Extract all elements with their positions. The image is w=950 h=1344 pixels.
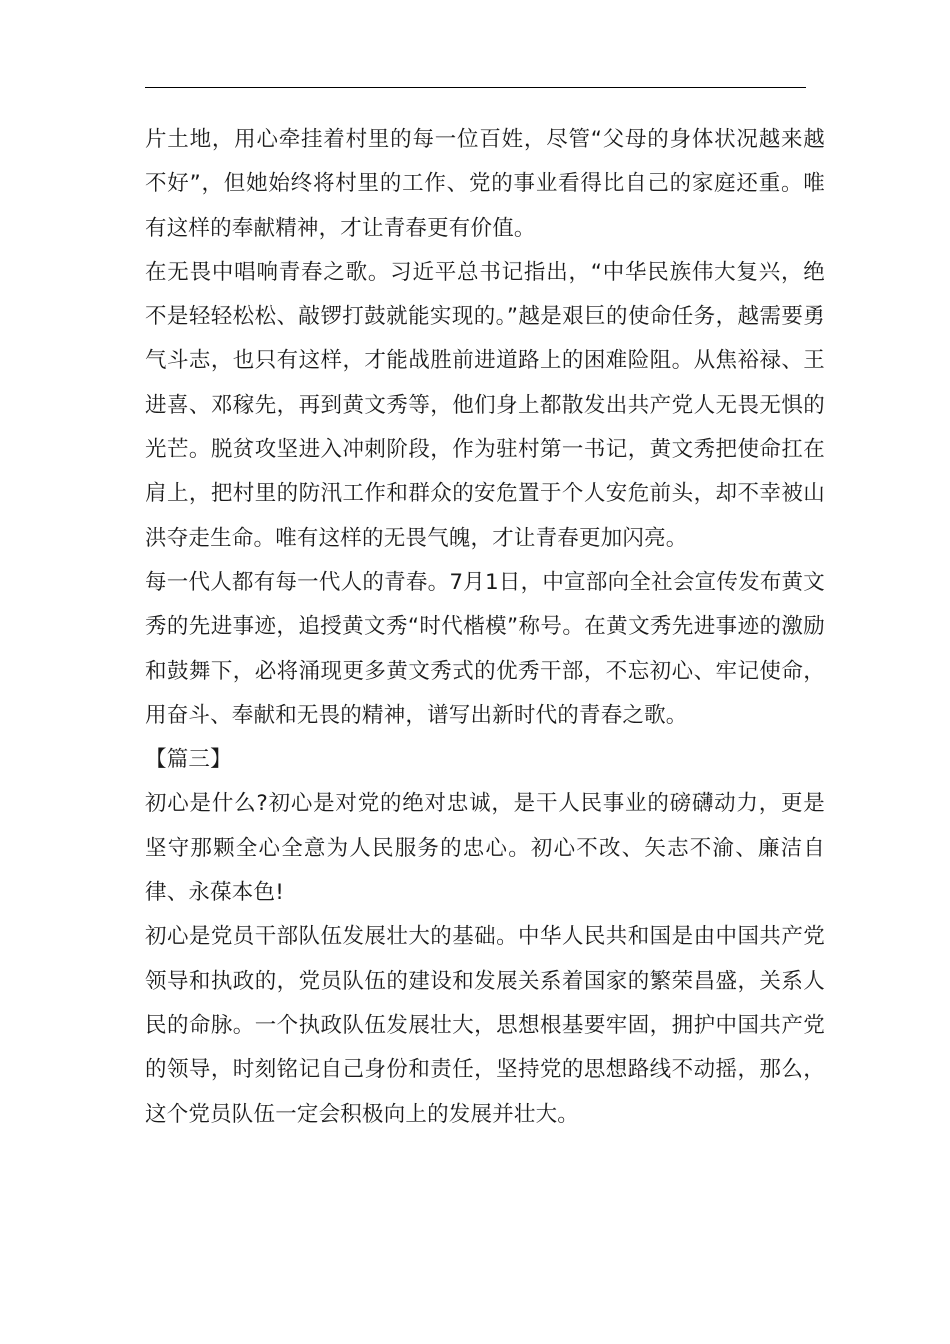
section-heading: 【篇三】: [145, 747, 232, 773]
paragraph-2: 在无畏中唱响青春之歌。习近平总书记指出，“中华民族伟大复兴，绝不是轻轻松松、敲锣打鼓就能实现的。”越是艰巨的使命任务，越需要勇气斗志，也只有这样，才能战胜前进道路上的困难险阻。从焦裕禄、王进喜、邓稼先，再到黄文秀等，他们身上都散发出共产党人无畏无惧的光芒。脱贫攻坚进入冲刺阶段，作为驻村第一书记，黄文秀把使命扛在肩上，把村里的防汛工作和群众的安危置于个人安危前头，却不幸被山洪夺走生命。唯有这样的无畏气魄，才让青春更加闪亮。: [145, 259, 825, 551]
paragraph-4: 初心是什么?初心是对党的绝对忠诚，是干人民事业的磅礴动力，更是坚守那颗全心全意为人民服务的忠心。初心不改、矢志不渝、廉洁自律、永葆本色!: [145, 791, 825, 906]
document-body: [145, 118, 825, 1137]
paragraph-3: 每一代人都有每一代人的青春。7月1日，中宣部向全社会宣传发布黄文秀的先进事迹，追授黄文秀“时代楷模”称号。在黄文秀先进事迹的激励和鼓舞下，必将涌现更多黄文秀式的优秀干部，不忘初心、牢记使命，用奋斗、奉献和无畏的精神，谱写出新时代的青春之歌。: [145, 569, 825, 728]
paragraph-5: 初心是党员干部队伍发展壮大的基础。中华人民共和国是由中国共产党领导和执政的，党员队伍的建设和发展关系着国家的繁荣昌盛，关系人民的命脉。一个执政队伍发展壮大，思想根基要牢固，拥护中国共产党的领导，时刻铭记自己身份和责任，坚持党的思想路线不动摇，那么，这个党员队伍一定会积极向上的发展并壮大。: [145, 924, 825, 1127]
header-rule: [145, 87, 806, 88]
paragraph-1: 片土地，用心牵挂着村里的每一位百姓，尽管“父母的身体状况越来越不好”，但她始终将村里的工作、党的事业看得比自己的家庭还重。唯有这样的奉献精神，才让青春更有价值。: [145, 127, 825, 241]
